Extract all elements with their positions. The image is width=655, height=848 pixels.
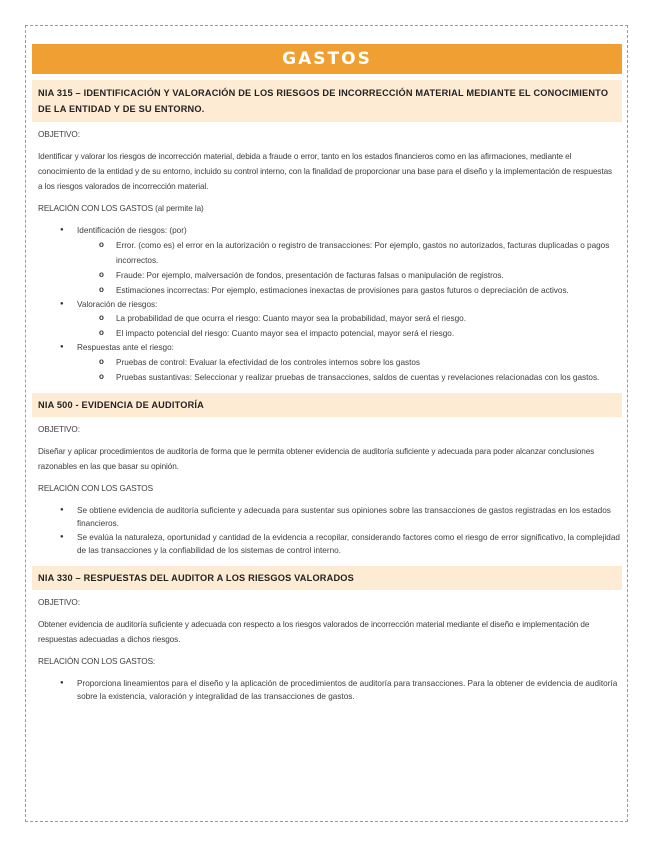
- list-item: ● Se obtiene evidencia de auditoría suficiente y adecuada para sustentar sus opiniones sobre las transacciones de gastos registradas en los estados financieros.: [32, 504, 622, 531]
- list-item: ● Proporciona lineamientos para el diseño y la aplicación de procedimientos de auditoría para transacciones. Para la obtener de evidencia de auditoría sobre la existencia, valoración y integralidad de las transacciones de gastos.: [32, 677, 622, 704]
- objetivo-text: Diseñar y aplicar procedimientos de auditoría de forma que le permita obtener evidencia de auditoría suficiente y adecuada para poder alcanzar conclusiones razonables en las que basar su opinión.: [38, 446, 595, 471]
- list-item: o El impacto potencial del riesgo: Cuanto mayor sea el impacto potencial, mayor será el riesgo.: [77, 326, 622, 341]
- relacion-label: RELACIÓN CON LOS GASTOS: [38, 483, 153, 493]
- list-item: ● Se evalúa la naturaleza, oportunidad y cantidad de la evidencia a recopilar, considerando factores como el riesgo de error significativo, la complejidad de las transacciones y la confiabilidad de los sistemas de control interno.: [32, 531, 622, 558]
- bullet-list: [32, 224, 622, 385]
- bullet-list: [32, 504, 622, 558]
- objetivo-label: OBJETIVO:: [38, 130, 80, 139]
- list-item: o Error. (como es) el error en la autorización o registro de transacciones: Por ejemplo, gastos no autorizados, facturas duplicadas o pagos incorrectos.: [77, 238, 622, 268]
- list-item: ● Valoración de riesgos: o La probabilidad de que ocurra el riesgo: Cuanto mayor sea la probabilidad, mayor será el riesgo. o El impacto potencial del riesgo: Cuanto mayor sea el impacto potencial, mayor será el riesgo.: [32, 298, 622, 342]
- section-heading-nia-330: NIA 330 – RESPUESTAS DEL AUDITOR A LOS RIESGOS VALORADOS: [32, 566, 622, 590]
- list-item: o Pruebas de control: Evaluar la efectividad de los controles internos sobre los gastos: [77, 355, 622, 370]
- page-title: GASTOS: [282, 49, 372, 69]
- sub-list: [77, 311, 622, 341]
- objetivo-label: OBJETIVO:: [38, 424, 80, 434]
- bullet-list: [32, 677, 622, 704]
- list-item: ● Respuestas ante el riesgo: o Pruebas de control: Evaluar la efectividad de los controles internos sobre los gastos o Pruebas sustantivas: Seleccionar y realizar pruebas de transacciones, saldos de cuentas y revelaciones relacionadas con los gastos.: [32, 341, 622, 385]
- document-content: [32, 80, 622, 704]
- sub-list: [77, 355, 622, 385]
- objetivo-label: OBJETIVO:: [38, 597, 80, 607]
- section-heading-nia-315: NIA 315 – IDENTIFICACIÓN Y VALORACIÓN DE LOS RIESGOS DE INCORRECCIÓN MATERIAL MEDIANTE EL CONOCIMIENTO DE LA ENTIDAD Y DE SU ENTORNO.: [32, 80, 622, 122]
- relacion-label: RELACIÓN CON LOS GASTOS (al permite la): [38, 204, 204, 213]
- list-item: o La probabilidad de que ocurra el riesgo: Cuanto mayor sea la probabilidad, mayor será el riesgo.: [77, 311, 622, 326]
- objetivo-text: Obtener evidencia de auditoría suficiente y adecuada con respecto a los riesgos valorados de incorrección material mediante el diseño e implementación de respuestas adecuadas a dichos riesgos.: [38, 619, 590, 644]
- sub-list: [77, 238, 622, 298]
- objetivo-text: Identificar y valorar los riesgos de incorrección material, debida a fraude o error, tanto en los estados financieros como en las afirmaciones, mediante el conocimiento de la entidad y de su entorno, incluido su control interno, con la finalidad de proporcionar una base para el diseño y la implementación de respuestas a los riesgos valorados de incorrección material.: [38, 152, 613, 191]
- list-item: ● Identificación de riesgos: (por) o Error. (como es) el error en la autorización o registro de transacciones: Por ejemplo, gastos no autorizados, facturas duplicadas o pagos incorrectos. o Fraude: Por ejemplo, malversación de fondos, presentación de facturas falsas o manipulación de registros. o Estimaciones incorrectas: Por ejemplo, estimaciones inexactas de provisiones para gastos futuros o depreciación de activos.: [32, 224, 622, 298]
- list-item: o Fraude: Por ejemplo, malversación de fondos, presentación de facturas falsas o manipulación de registros.: [77, 268, 622, 283]
- section-heading-nia-500: NIA 500 - EVIDENCIA DE AUDITORÍA: [32, 393, 622, 417]
- relacion-label: RELACIÓN CON LOS GASTOS:: [38, 656, 156, 666]
- list-item: o Pruebas sustantivas: Seleccionar y realizar pruebas de transacciones, saldos de cuentas y revelaciones relacionadas con los gastos.: [77, 370, 622, 385]
- title-banner: [32, 44, 622, 74]
- list-item: o Estimaciones incorrectas: Por ejemplo, estimaciones inexactas de provisiones para gastos futuros o depreciación de activos.: [77, 283, 622, 298]
